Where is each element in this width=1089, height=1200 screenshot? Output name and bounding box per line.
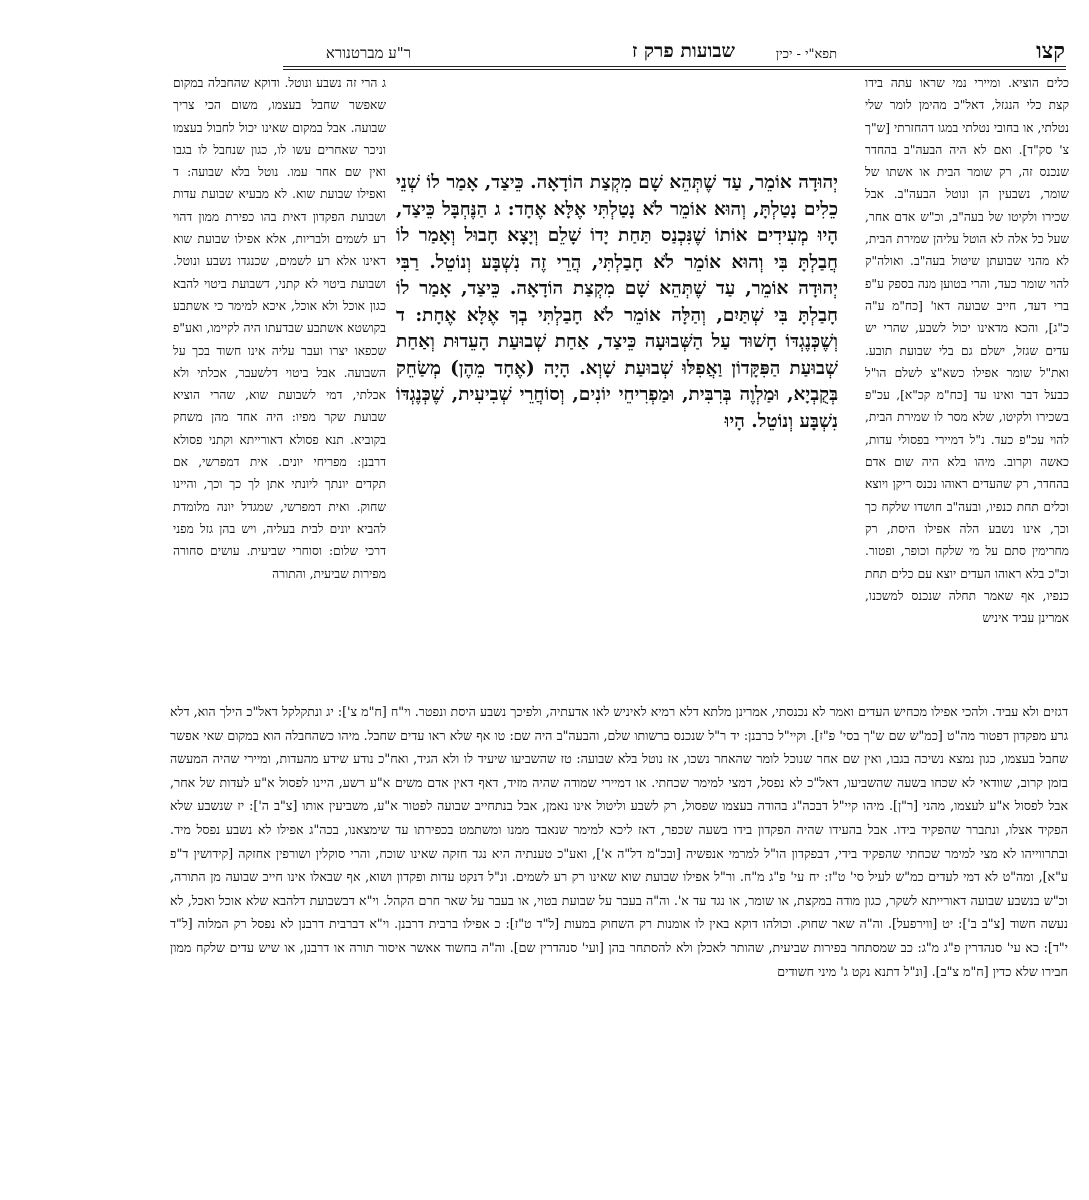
header-rule [283,66,1066,67]
tiferet-yisrael-column [865,72,1069,672]
left-column-text: ג הרי זה נשבע ונוטל. ודוקא שהחבלה במקום שאפשר שחבל בעצמו, משום הכי צריך שבועה. אבל במקום שאינו יכול לחבול בעצמו וניכר שאחרים עשו לו, כגון שנחבל לו בגבו ואין שם אחר עמו. נוטל בלא שבועה: ד ואפילו שבועת שוא. לא מבעיא שבועת עדות ושבועת הפקדון דאית בהו כפירת ממון דהוי רע לשמים ולבריות, אלא אפילו שבועת שוא דאינו אלא רע לשמים, שכנגדו נשבע ונוטל. ושבועת ביטוי לא קתני, דשבועת ביטוי להבא כגון אוכל ולא אוכל, איכא למימר כי אשתבע בקושטא אשתבע שבדעתו היה לקיימו, ואע"פ שכפאו יצרו ועבר עליה אינו חשוד בכך על השבועה. אבל ביטוי דלשעבר, אכלתי ולא אכלתי, דמי לשבועת שוא, שהרי הוציא שבועת שקר מפיו: היה אחד מהן משחק בקוביא. תנא פסולא דאורייתא וקתני פסולא דרבנן: מפריחי יונים. אית דמפרשי, אם תקדים יונתך ליונתי אתן לך כך וכך, והיינו שחוק. ואית דמפרשי, שמגדל יונה מלומדת להביא יונים לבית בעליה, ויש בהן גזל מפני דרכי שלום: וסוחרי שביעית. עושים סחורה מפירות שביעית, והתורה [173,76,386,581]
mishna-text: יְהוּדָה אוֹמֵר, עַד שֶׁתְּהֵא שָׁם מִקְצַת הוֹדָאָה. כֵּיצַד, אָמַר לוֹ שְׁנֵי כֵלִים נָטַלְתָּ, וְהוּא אוֹמֵר לֹא נָטַלְתִּי אֶלָּא אֶחָד: ג הַנֶּחְבָּל כֵּיצַד, הָיוּ מְעִידִים אוֹתוֹ שֶׁנִּכְנַס תַּחַת יָדוֹ שָׁלֵם וְיָצָא חָבוּל וְאָמַר לוֹ חֲבַלְתָּ בִּי וְהוּא אוֹמֵר לֹא חָבַלְתִּי, הֲרֵי זֶה נִשְׁבָּע וְנוֹטֵל. רַבִּי יְהוּדָה אוֹמֵר, עַד שֶׁתְּהֵא שָׁם מִקְצַת הוֹדָאָה. כֵּיצַד, אָמַר לוֹ חָבַלְתָּ בִּי שְׁתַּיִם, וְהַלָּה אוֹמֵר לֹא חָבַלְתִּי בְךָ אֶלָּא אֶחָת: ד וְשֶׁכְּנֶגְדּוֹ חָשׁוּד עַל הַשְּׁבוּעָה כֵּיצַד, אַחַת שְׁבוּעַת הָעֵדוּת וְאַחַת שְׁבוּעַת הַפִּקָּדוֹן וַאֲפִלּוּ שְׁבוּעַת שָׁוְא. הָיָה (אֶחָד מֵהֶן) מְשַׂחֵק בְּקֻבְיָא, וּמַלְוֶה בְּרִבִּית, וּמַפְרִיחֵי יוֹנִים, וְסוֹחֲרֵי שְׁבִיעִית, שֶׁכְּנֶגְדּוֹ נִשְׁבָּע וְנוֹטֵל. הָיוּ [396,172,838,432]
header-commentary: ר"ע מברטנורא [325,44,411,62]
header-title: שבועות פרק ז [631,40,735,62]
right-column-text: כלים הוציא. ומיירי נמי שראו עתה בידו קצת כלי הנגזל, דאל"כ מהימן לומר שלי נטלתי, או בחובי נטלתי במגו דהחזרתי [ש"ך צ' סק"ד]. ואם לא היה הבעה"ב בהחדר שנכנס זה, רק שומר הבית או אשתו של שומר, נשבעין הן ונוטל הבעה"ב. אבל שכירו ולקיטו של בעה"ב, וכ"ש אדם אחר, שעל כל אלה לא הוטל עליהן שמירת הבית, לא מהני שבועתן שיטול בעה"ב. ואולה"ק להוי שומר כעד, והרי בטוען מנה בספק ע"פ ברי דעד, חייב שבועה דאו' [כח"מ ע"ה כ"ג], והכא מדאינו יכול לשבע, שהרי יש עדים שגזל, ישלם גם בלי שבועת תובע. ואת"ל שומר אפילו כשא"צ לשלם הו"ל כבעל דבר ואינו עד [כח"מ קכ"א], עכ"פ בשכירו ולקיטו, שלא מסר לו שמירת הבית, להוי עכ"פ כעד. נ"ל דמיירי בפסולי עדות, כאשה וקרוב. מיהו בלא היה שום אדם בהחדר, רק שהעדים ראוהו נכנס ריקן ויוצא וכלים תחת כנפיו, ובעה"ב חושדו שלקח כך וכך, אינו נשבע הלה אפילו היסת, רק מחרימין סתם על מי שלקח וכופר, ופטור. וכ"כ בלא ראוהו העדים יוצא עם כלים תחת כנפיו, אף שאמר תחלה שנכנס למשכנו, אמרינן עביד איניש [865,76,1069,626]
page-number: קצו [1036,38,1065,64]
bottom-notes [170,700,1068,1155]
bartenura-column [173,72,386,692]
header-rule-double [283,69,1066,70]
header-topic: תפא"י - יכין [775,47,837,62]
notes-text: דגזים ולא עביד. ולהכי אפילו מכחיש העדים ואמר לא נכנסתי, אמרינן מלתא דלא רמיא לאיניש לאו אדעתיה, ולפיכך נשבע היסת ונפטר. וי"ח [ח"מ צ']: יג ונתקלקל דאל"כ הילך הוא, דלא גרע מפקדון דפטור מה"ט [כמ"ש שם ש"ך בסי' פ"ז]. וקיי"ל כרבנן: יד ר"ל שנכנס ברשותו שלם, והבעה"ב היה שם: טו אף שלא ראו עדים שחבל. מיהו כשהחבלה הוא במקום שאי אפשר שחבל בעצמו, כגון נמצא נשיכה בגבו, ואין שם אחר שנוכל לומר שהאחר נשכו, אז נוטל בלא שבועה: טז שהשביעו שיעיד לו ולא הגיד, ואח"כ נודע שידע מהעדות, ומיירי שהיה המעשה בזמן קרוב, שוודאי לא שכחו בשעה שהשביעו, דאל"כ לא נפסל, דמצי למימר שכחתי. או דמיירי שמודה שהיה מזיד, דאף דאין אדם משים א"ע רשע, היינו לפסול א"ע לעדות של אחר, אבל לפסול א"ע לעצמו, מהני [ר"ן]. מיהו קיי"ל דבכה"ג בהודה בעצמו שפסול, רק לשבע וליטול אינו נאמן, אבל בנתחייב שבועה לפטור א"ע, משביעין אותו [צ"ב ה']: יז שנשבע שלא הפקיד אצלו, ונתברר שהפקיד בידו. אבל בהעידו שהיה הפקדון בידו בשעה שכפר, דאז ליכא למימר שנאבד ממנו ומשתמט בכפירתו עד שימצאנו, בכה"ג אפילו לא נשבע נפסל מיד. ובתרווייהו לא מצי למימר שכחתי שהפקיד בידי, דבפקדון הו"ל למרמי אנפשיה [ובכ"מ דל"ה א'], ואע"כ טענתיה היא נגד חזקה שאינו שוכח, והרי סוקלין ושורפין אחזקה [קידושין ד"פ ע"א], ומה"ט לא דמי לעדים כמ"ש לעיל סי' ט"ז: יח עי' פ"ג מ"ח. ור"ל אפילו שבועת שוא שאינו רק רע לשמים. ונ"ל דנקט עדות ופקדון ושוא, אף שבאלו אינו חייב שבועה מן התורה, וכ"ש בנשבע שבועה דאורייתא לשקר, כגון מודה במקצת, או שומר, או נגד עד א'. וה"ה בעבר על שבועת בטוי, או בעבר על שאר חרם הקהל. וי"א דבשבועת דלהבא שלא אוכל ואכל, לא נעשה חשוד [צ"ב ב']: יט [ווירפעל]. וה"ה שאר שחוק. וכולהו דוקא באין לו אומנות רק השחוק במעות [ל"ד ט"ז]: כ אפילו ברבית דרבנן. וי"א דברבית דרבנן לא נפסל רק המלוה [ל"ד י"ד]: כא עי' סנהדרין פ"ג מ"ג: כב שמסתחר בפירות שביעית, שהותר לאכלן ולא להסתחר בהן [ועי' סנהדרין שם]. וה"ה בחשוד אאשר איסור תורה או דרבנן, או שיש עדים שלקח ממון חבירו שלא כדין [ח"מ צ"ב]. [ונ"ל דתנא נקט ג' מיני חשודים [170,704,1068,979]
mishna-text-block [396,170,838,698]
